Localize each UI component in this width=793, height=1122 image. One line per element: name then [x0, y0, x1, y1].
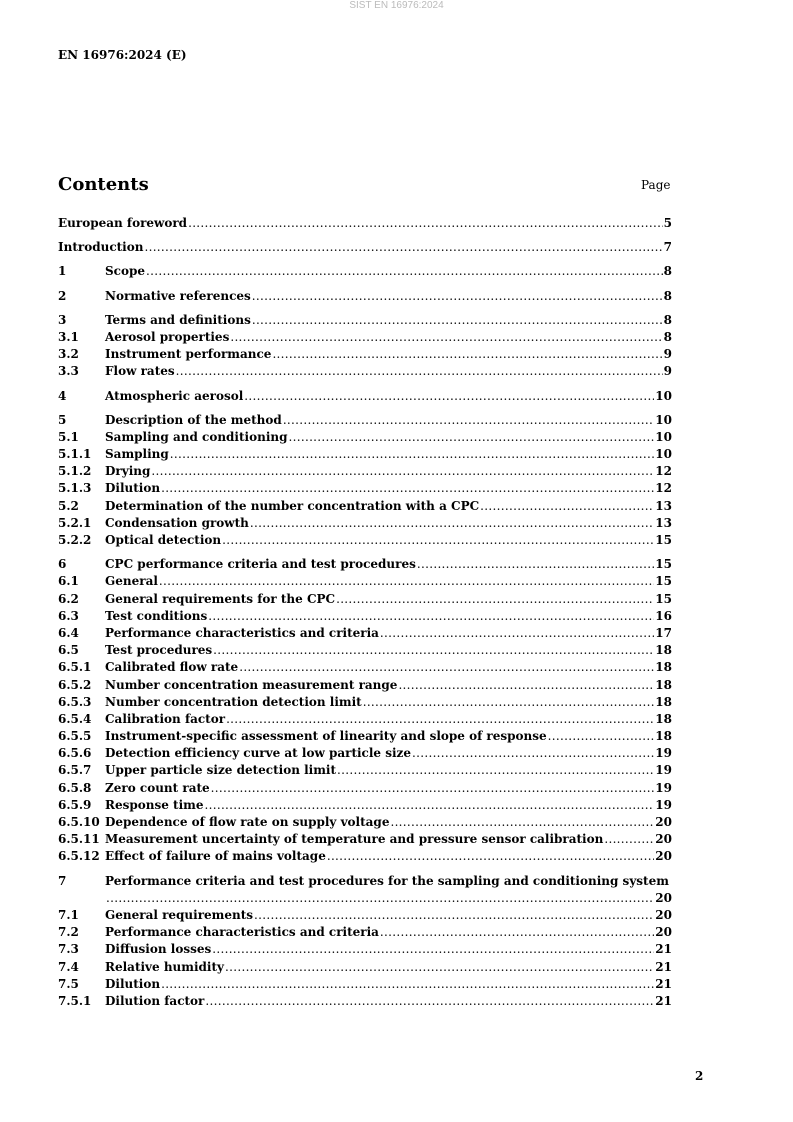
toc-entry-page: 13 [655, 498, 672, 513]
toc-entry-title: Upper particle size detection limit [105, 763, 337, 778]
toc-entry-title: Introduction [58, 240, 144, 255]
toc-entry-leader [188, 215, 663, 232]
page-number: 2 [695, 1069, 704, 1083]
toc-entry-title: Normative references [105, 288, 251, 303]
toc-entry-number: 6.3 [58, 608, 79, 623]
toc-entry-page: 10 [655, 412, 672, 427]
toc-entry-title: Calibration factor [105, 711, 226, 726]
toc-entry-title: Performance criteria and test procedures for the sampling and conditioning system [105, 873, 669, 888]
toc-entry-page: 20 [655, 925, 672, 940]
toc-entry-number: 5 [58, 412, 67, 427]
toc-entry-page: 8 [663, 312, 672, 327]
toc-entry-number: 6.5.10 [58, 815, 100, 829]
toc-entry-leader [336, 591, 654, 608]
toc-entry-leader [272, 346, 662, 363]
toc-entry-page: 10 [655, 447, 672, 462]
toc-entry-leader [548, 728, 655, 745]
toc-entry-number: 6.5.5 [58, 729, 92, 744]
toc-entry-number: 6.5.7 [58, 763, 92, 778]
toc-entry-title: Calibrated flow rate [105, 660, 239, 675]
toc-entry[interactable] [58, 873, 672, 907]
toc-entry-title: Optical detection [105, 533, 222, 547]
toc-entry-leader [417, 556, 654, 573]
toc-entry-number: 6.5 [58, 643, 79, 658]
toc-entry-leader [226, 711, 654, 728]
toc-entry[interactable] [58, 446, 672, 463]
toc-entry-number: 5.1.3 [58, 481, 92, 496]
toc-entry-number: 5.1.2 [58, 464, 92, 479]
toc-entry-leader [225, 959, 654, 976]
toc-entry[interactable] [58, 429, 672, 446]
toc-entry-page: 20 [655, 849, 672, 864]
toc-entry-page: 18 [655, 729, 672, 744]
toc-entry-page: 15 [655, 574, 672, 589]
toc-entry-page: 21 [655, 993, 672, 1008]
toc-entry-title: Response time [105, 797, 204, 812]
toc-entry-page: 21 [655, 976, 672, 991]
page-title: Contents [58, 174, 149, 195]
toc-entry-number: 3 [58, 312, 67, 327]
toc-entry-page: 20 [655, 832, 672, 847]
toc-entry-leader [161, 976, 654, 993]
toc-entry[interactable] [58, 642, 672, 659]
toc-entry[interactable] [58, 924, 672, 941]
toc-entry-title: Scope [105, 264, 146, 279]
toc-entry-number: 3.1 [58, 329, 79, 344]
toc-entry-leader [250, 515, 654, 532]
toc-entry-page: 19 [655, 746, 672, 761]
toc-entry-page: 20 [655, 907, 672, 922]
toc-entry-page: 7 [663, 240, 672, 255]
toc-entry-page: 21 [655, 959, 672, 974]
toc-entry-leader [480, 498, 654, 515]
toc-entry-leader [363, 694, 655, 711]
toc-entry-leader [239, 659, 654, 676]
toc-entry[interactable] [58, 312, 672, 329]
toc-entry-page: 18 [655, 643, 672, 658]
toc-entry-page: 16 [655, 608, 672, 623]
toc-entry-number: 7.5 [58, 976, 79, 991]
toc-entry-number: 6.1 [58, 574, 79, 589]
toc-entry-title: General requirements [105, 907, 254, 922]
toc-entry-number: 2 [58, 288, 67, 303]
document-id: EN 16976:2024 (E) [58, 48, 187, 62]
toc-entry-number: 6 [58, 557, 67, 572]
toc-entry-page: 19 [655, 780, 672, 795]
toc-entry-number: 5.2.1 [58, 515, 92, 530]
toc-entry-page: 19 [655, 763, 672, 778]
toc-entry[interactable] [58, 677, 672, 694]
toc-entry-number: 6.5.12 [58, 849, 100, 864]
toc-entry-page: 18 [655, 677, 672, 692]
toc-entry-leader [151, 463, 654, 480]
toc-entry-title: European foreword [58, 216, 188, 230]
toc-entry-leader [170, 446, 655, 463]
toc-entry-leader [159, 573, 654, 590]
toc-entry[interactable] [58, 388, 672, 405]
toc-entry-title: Zero count rate [105, 780, 210, 795]
toc-entry[interactable] [58, 907, 672, 924]
toc-entry-leader [604, 831, 654, 848]
toc-entry-title: Detection efficiency curve at low particle size [105, 746, 411, 761]
toc-entry-number: 6.5.1 [58, 660, 92, 675]
toc-entry-title: Atmospheric aerosol [105, 388, 244, 403]
toc-entry-leader [146, 263, 663, 280]
toc-entry[interactable] [58, 814, 672, 831]
toc-entry-title: Terms and definitions [105, 312, 251, 327]
toc-entry-page: 9 [663, 364, 672, 379]
toc-entry[interactable] [58, 239, 672, 256]
toc-entry-leader [208, 608, 654, 625]
toc-entry-title: Number concentration detection limit [105, 694, 362, 709]
toc-entry[interactable] [58, 745, 672, 762]
toc-entry-title: Aerosol properties [105, 329, 230, 344]
toc-entry-page: 10 [655, 429, 672, 444]
toc-entry[interactable] [58, 515, 672, 532]
toc-entry-leader [337, 762, 654, 779]
toc-entry-leader [205, 993, 654, 1010]
toc-entry-number: 7.3 [58, 942, 79, 957]
toc-entry-title: Dilution [105, 976, 161, 991]
toc-entry-page: 5 [663, 216, 672, 230]
toc-entry-title: Dilution factor [105, 993, 205, 1008]
toc-entry-leader [213, 642, 654, 659]
toc-entry-leader [412, 745, 654, 762]
toc-entry[interactable] [58, 762, 672, 779]
toc-entry-leader [283, 412, 654, 429]
toc-entry-title: Effect of failure of mains voltage [105, 849, 326, 864]
toc-entry-number: 6.5.4 [58, 711, 92, 726]
toc-entry-title: Condensation growth [105, 515, 249, 530]
toc-entry[interactable] [58, 625, 672, 642]
toc-entry-title: General requirements for the CPC [105, 591, 336, 606]
toc-entry-page: 13 [655, 515, 672, 530]
toc-entry-leader [222, 532, 654, 549]
toc-entry-number: 7.1 [58, 907, 79, 922]
toc-entry[interactable] [58, 215, 672, 232]
toc-entry-title: Sampling [105, 447, 169, 462]
watermark: SIST EN 16976:2024 [349, 0, 444, 11]
toc-entry-number: 7.4 [58, 959, 79, 974]
toc-entry-page: 15 [655, 591, 672, 606]
toc-entry-number: 7 [58, 873, 67, 888]
toc-entry-number: 6.5.8 [58, 780, 92, 795]
toc-entry[interactable] [58, 363, 672, 380]
toc-entry-leader [289, 429, 655, 446]
toc-entry-page: 9 [663, 347, 672, 362]
toc-entry-number: 6.5.3 [58, 694, 92, 709]
toc-entry-page: 19 [655, 797, 672, 812]
toc-entry-page: 12 [655, 464, 672, 479]
toc-entry-page: 8 [663, 264, 672, 279]
toc-entry[interactable] [58, 346, 672, 363]
toc-entry-page: 21 [655, 942, 672, 957]
toc-entry-number: 7.2 [58, 925, 79, 940]
toc-entry-page: 20 [655, 890, 672, 905]
toc-entry-title: CPC performance criteria and test procedures [105, 557, 416, 572]
toc-entry[interactable] [58, 463, 672, 480]
toc-entry-number: 6.5.9 [58, 797, 92, 812]
toc-entry-title: Sampling and conditioning [105, 429, 288, 444]
toc-entry-page: 10 [655, 388, 672, 403]
toc-entry-number: 3.2 [58, 347, 79, 362]
toc-entry-page: 18 [655, 660, 672, 675]
toc-entry-number: 6.2 [58, 591, 79, 606]
toc-entry-leader [212, 941, 654, 958]
toc-entry-leader [244, 388, 654, 405]
toc-entry-title: Number concentration measurement range [105, 677, 398, 692]
toc-entry-page: 8 [663, 329, 672, 344]
toc-entry-title: Test procedures [105, 643, 213, 658]
toc-entry-page: 20 [655, 815, 672, 829]
toc-entry-title: Drying [105, 464, 151, 479]
toc-entry-leader [254, 907, 654, 924]
toc-entry[interactable] [58, 728, 672, 745]
toc-entry-title: Determination of the number concentration with a CPC [105, 498, 480, 513]
toc-entry[interactable] [58, 659, 672, 676]
toc-entry-number: 6.4 [58, 625, 79, 640]
toc-entry-page: 8 [663, 288, 672, 303]
toc-entry-leader [204, 797, 654, 814]
toc-entry[interactable] [58, 780, 672, 797]
toc-entry-title: Dependence of flow rate on supply voltage [105, 815, 390, 829]
toc-entry[interactable] [58, 848, 672, 865]
toc-entry[interactable] [58, 959, 672, 976]
page-column-label: Page [641, 178, 671, 192]
toc-entry-page: 18 [655, 694, 672, 709]
toc-entry-title: Instrument performance [105, 347, 272, 362]
toc-entry[interactable] [58, 831, 672, 848]
toc-entry[interactable] [58, 591, 672, 608]
toc-entry[interactable] [58, 329, 672, 346]
toc-entry-title: Dilution [105, 481, 161, 496]
toc-entry[interactable] [58, 556, 672, 573]
toc-entry-number: 6.5.6 [58, 746, 92, 761]
toc-entry[interactable] [58, 532, 672, 549]
toc-entry-leader [380, 625, 654, 642]
toc-entry-leader [230, 329, 662, 346]
toc-entry-title: Performance characteristics and criteria [105, 625, 379, 640]
toc-entry-number: 4 [58, 388, 67, 403]
toc-entry-title: Description of the method [105, 412, 282, 427]
toc-entry-page: 12 [655, 481, 672, 496]
toc-entry-leader [176, 363, 663, 380]
toc-entry-number: 3.3 [58, 364, 79, 379]
toc-entry-leader [380, 924, 654, 941]
toc-entry-page: 17 [655, 625, 672, 640]
toc-entry-leader [161, 480, 654, 497]
toc-entry-title: Measurement uncertainty of temperature and pressure sensor calibration [105, 832, 604, 847]
toc-entry-leader [252, 312, 663, 329]
toc-entry-number: 6.5.2 [58, 677, 92, 692]
toc-entry-title: Flow rates [105, 364, 175, 379]
toc-entry-number: 5.1 [58, 429, 79, 444]
toc-entry[interactable] [58, 976, 672, 993]
toc-entry-leader [252, 288, 663, 305]
toc-entry-leader [106, 890, 654, 907]
toc-entry-leader [211, 780, 655, 797]
toc-entry-title: Diffusion losses [105, 942, 212, 957]
toc-entry[interactable] [58, 941, 672, 958]
toc-entry[interactable] [58, 480, 672, 497]
toc-entry[interactable] [58, 263, 672, 280]
toc-entry[interactable] [58, 993, 672, 1010]
toc-entry-page: 15 [655, 533, 672, 547]
toc-entry-title: General [105, 574, 158, 589]
toc-entry[interactable] [58, 288, 672, 305]
toc-entry[interactable] [58, 573, 672, 590]
toc-entry-title: Relative humidity [105, 959, 224, 974]
toc-entry-title: Test conditions [105, 608, 208, 623]
toc-entry-number: 5.1.1 [58, 447, 92, 462]
toc-entry-title: Instrument-specific assessment of linearity and slope of response [105, 729, 547, 744]
toc-entry[interactable] [58, 694, 672, 711]
toc-entry-number: 1 [58, 264, 67, 279]
toc-entry-leader [390, 814, 654, 831]
toc-entry-leader [144, 239, 662, 256]
toc-entry-leader [398, 677, 654, 694]
toc-entry-page: 15 [655, 557, 672, 572]
toc-entry[interactable] [58, 412, 672, 429]
toc-entry-leader [327, 848, 654, 865]
toc-entry[interactable] [58, 711, 672, 728]
toc-entry-number: 5.2 [58, 498, 79, 513]
toc-entry-number: 7.5.1 [58, 993, 92, 1008]
toc-entry-title: Performance characteristics and criteria [105, 925, 379, 940]
table-of-contents [58, 215, 672, 1010]
toc-entry-number: 5.2.2 [58, 533, 92, 547]
toc-entry[interactable] [58, 797, 672, 814]
toc-entry[interactable] [58, 608, 672, 625]
toc-entry[interactable] [58, 498, 672, 515]
toc-entry-number: 6.5.11 [58, 832, 100, 847]
toc-entry-page: 18 [655, 711, 672, 726]
